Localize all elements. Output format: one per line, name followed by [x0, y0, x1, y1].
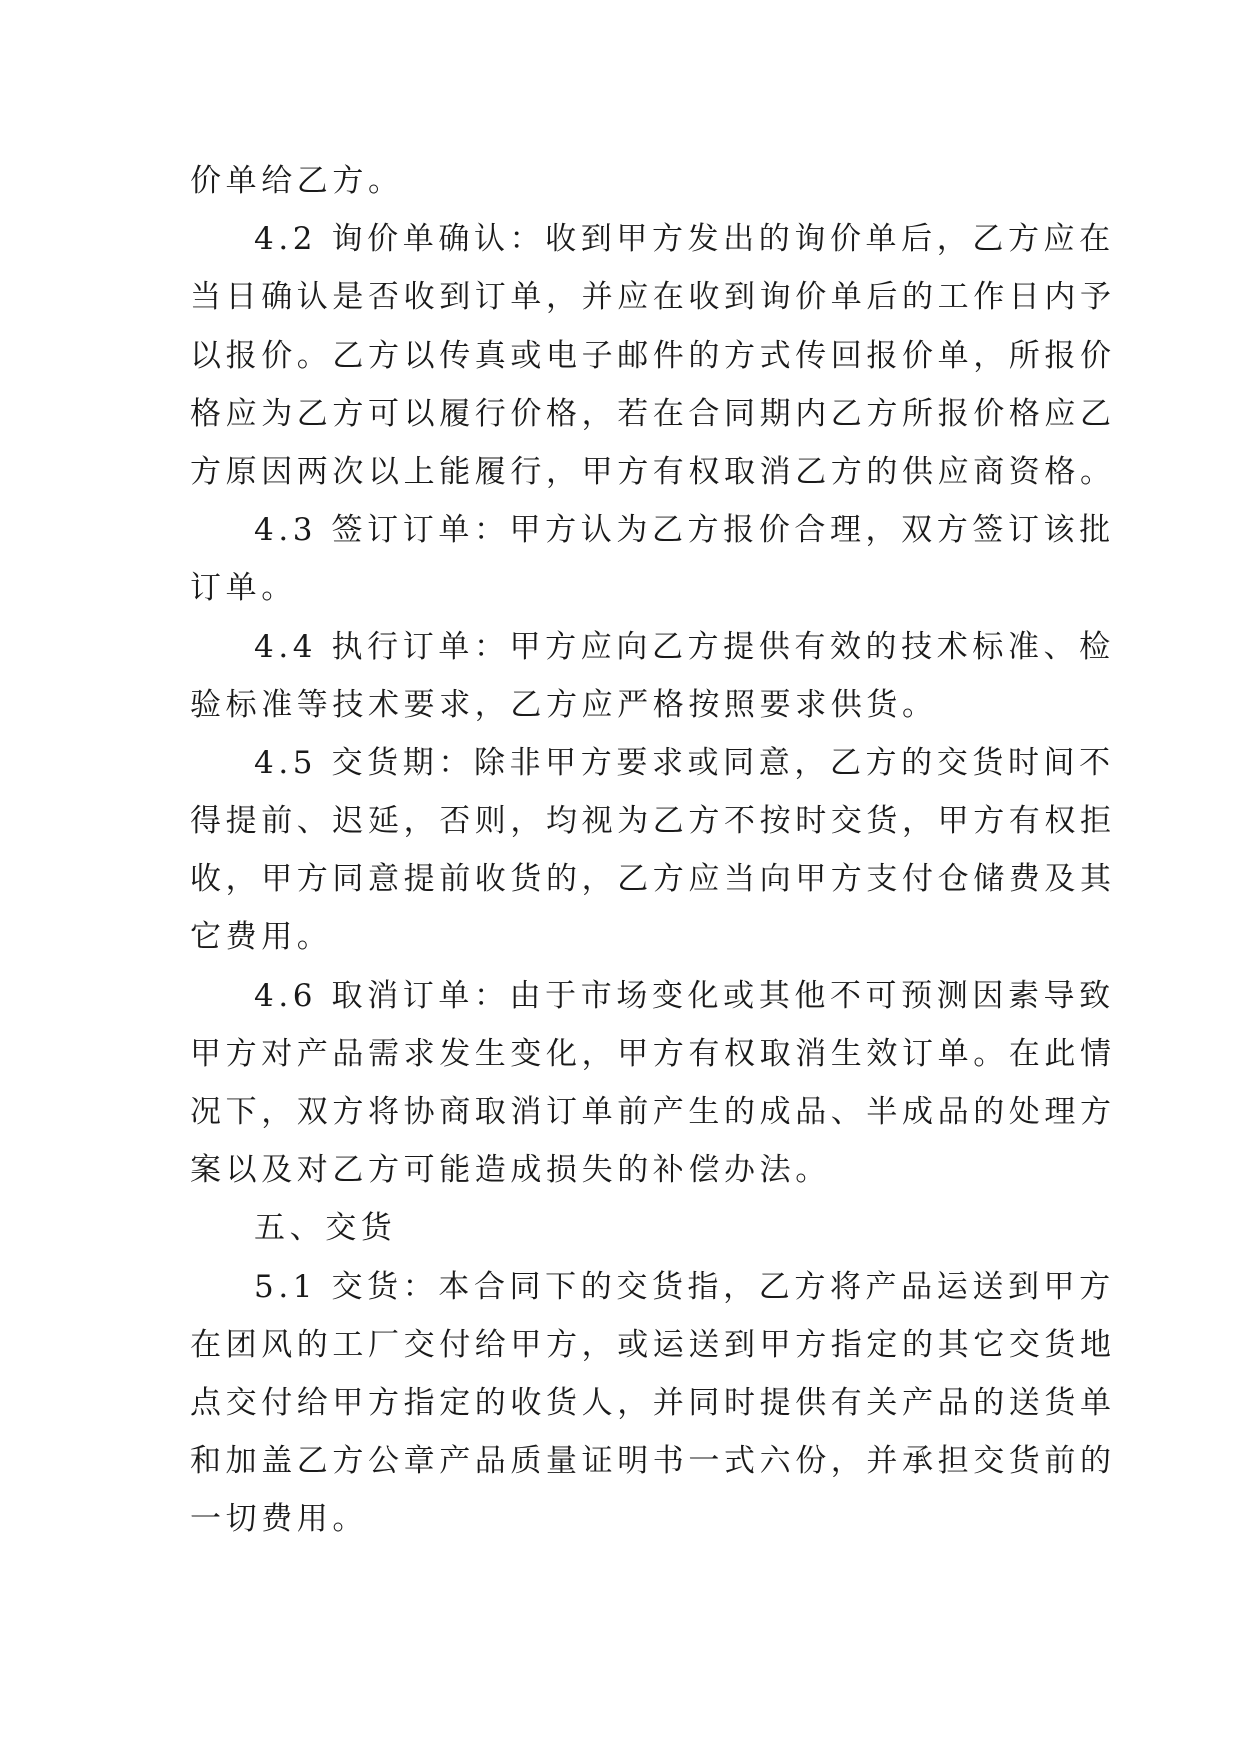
paragraph-line: 收，甲方同意提前收货的，乙方应当向甲方支付仓储费及其 [190, 861, 1116, 898]
paragraph-line: 4.2 询价单确认：收到甲方发出的询价单后，乙方应在 [254, 221, 1115, 258]
paragraph-line: 价单给乙方。 [190, 163, 404, 199]
paragraph-line: 方原因两次以上能履行，甲方有权取消乙方的供应商资格。 [190, 453, 1116, 490]
paragraph-line: 以报价。乙方以传真或电子邮件的方式传回报价单，所报价 [190, 337, 1116, 374]
paragraph-line: 5.1 交货：本合同下的交货指，乙方将产品运送到甲方 [254, 1268, 1115, 1305]
paragraph-line: 格应为乙方可以履行价格，若在合同期内乙方所报价格应乙 [190, 395, 1116, 432]
paragraph-line: 况下，双方将协商取消订单前产生的成品、半成品的处理方 [190, 1094, 1116, 1130]
section-heading: 五、交货 [254, 1210, 397, 1247]
paragraph-line: 订单。 [190, 570, 297, 607]
paragraph-line: 点交付给甲方指定的收货人，并同时提供有关产品的送货单 [190, 1384, 1116, 1421]
paragraph-line: 一切费用。 [190, 1501, 368, 1538]
paragraph-line: 4.4 执行订单：甲方应向乙方提供有效的技术标准、检 [254, 628, 1115, 665]
paragraph-line: 甲方对产品需求发生变化，甲方有权取消生效订单。在此情 [190, 1035, 1116, 1072]
paragraph-line: 它费用。 [190, 919, 333, 956]
paragraph-line: 在团风的工厂交付给甲方，或运送到甲方指定的其它交货地 [190, 1326, 1116, 1363]
paragraph-line: 当日确认是否收到订单，并应在收到询价单后的工作日内予 [190, 279, 1116, 316]
paragraph-line: 案以及对乙方可能造成损失的补偿办法。 [190, 1152, 831, 1189]
paragraph-line: 4.5 交货期：除非甲方要求或同意，乙方的交货时间不 [254, 744, 1115, 781]
paragraph-line: 得提前、迟延，否则，均视为乙方不按时交货，甲方有权拒 [190, 803, 1116, 840]
paragraph-line: 验标准等技术要求，乙方应严格按照要求供货。 [190, 686, 938, 723]
paragraph-line: 4.6 取消订单：由于市场变化或其他不可预测因素导致 [254, 977, 1115, 1014]
document-body [190, 152, 1116, 1549]
paragraph-line: 4.3 签订订单：甲方认为乙方报价合理，双方签订该批 [254, 512, 1115, 549]
paragraph-line: 和加盖乙方公章产品质量证明书一式六份，并承担交货前的 [190, 1443, 1116, 1480]
